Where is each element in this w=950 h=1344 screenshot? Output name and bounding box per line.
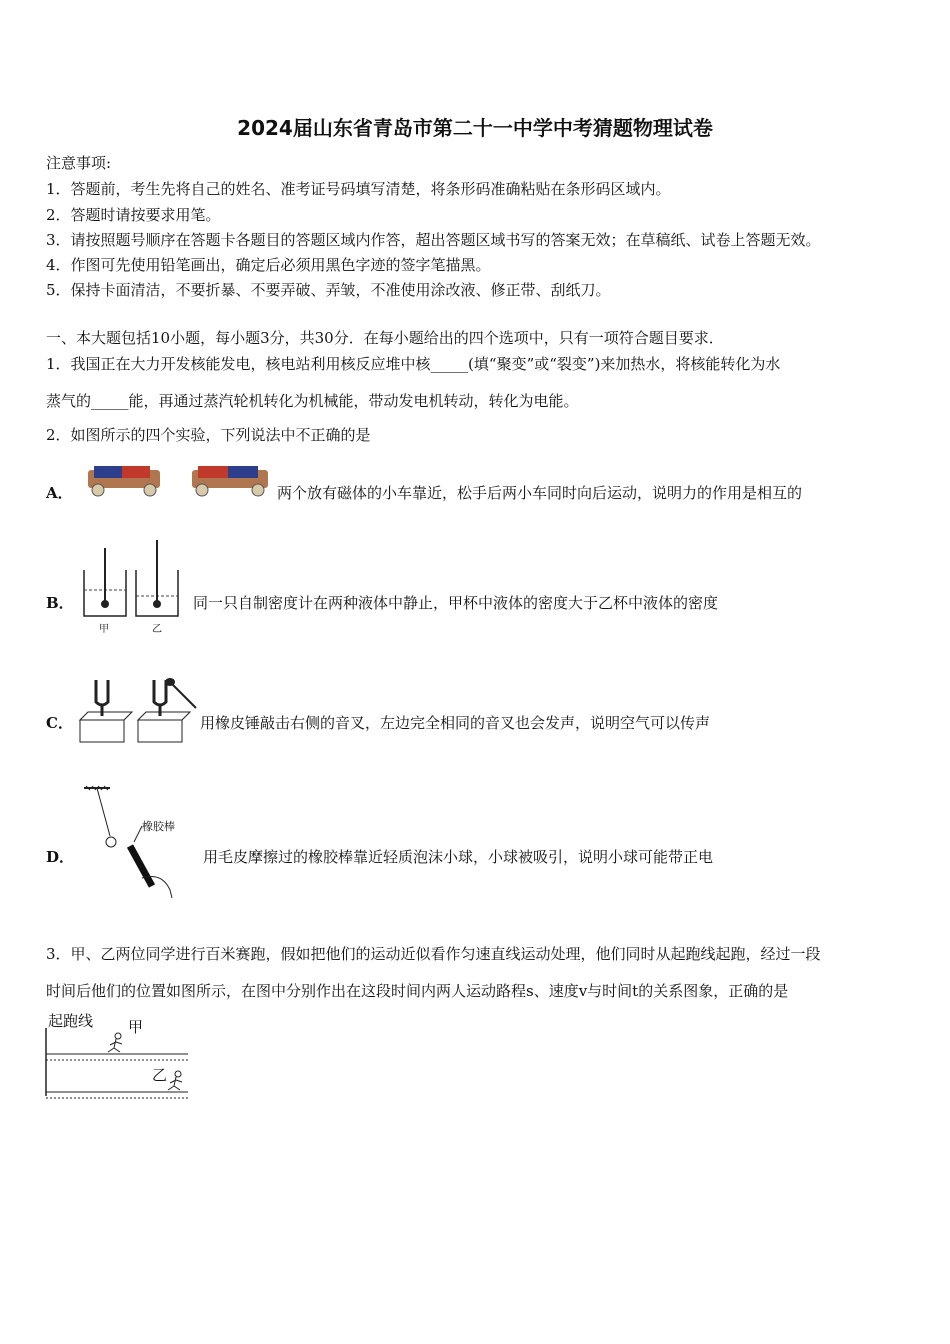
notice-heading: 注意事项: — [46, 154, 112, 172]
question-1-line1: 1．我国正在大力开发核能发电，核电站利用核反应堆中核_____(填“聚变”或“裂变”)来加热水，将核能转化为水 — [46, 355, 781, 373]
start-line-label: 起跑线 — [48, 1012, 94, 1030]
option-a-text: 两个放有磁体的小车靠近，松手后两小车同时向后运动，说明力的作用是相互的 — [277, 484, 803, 502]
label-pointer — [134, 826, 142, 842]
tuning-fork-left — [80, 680, 132, 742]
race-track-figure — [44, 1026, 192, 1102]
section-heading: 一、本大题包括10小题，每小题3分，共30分．在每小题给出的四个选项中，只有一项符合题目要求． — [46, 329, 724, 347]
cart-right — [192, 466, 268, 496]
track-lane-bottom — [46, 1092, 188, 1098]
tuning-fork-figure — [78, 674, 200, 746]
beaker-jia-label: 甲 — [99, 624, 109, 635]
question-2-stem: 2．如图所示的四个实验，下列说法中不正确的是 — [46, 426, 371, 444]
runner-jia-figure — [108, 1033, 122, 1052]
magnet-carts-figure — [84, 462, 274, 504]
question-1-line2: 蒸气的_____能，再通过蒸汽轮机转化为机械能，带动发电机转动，转化为电能。 — [46, 392, 579, 410]
pendulum-thread — [97, 788, 110, 836]
option-b-text: 同一只自制密度计在两种液体中静止，甲杯中液体的密度大于乙杯中液体的密度 — [193, 594, 719, 612]
page-title: 2024届山东省青岛市第二十一中学中考猜题物理试卷 — [237, 116, 713, 140]
beaker-yi — [136, 540, 178, 616]
runner-yi-figure — [168, 1071, 182, 1090]
runner-yi-label: 乙 — [152, 1066, 168, 1084]
hydrometer-figure — [78, 540, 188, 636]
rubber-rod-label: 橡胶棒 — [142, 820, 175, 833]
question-3-line1: 3．甲、乙两位同学进行百米赛跑，假如把他们的运动近似看作匀速直线运动处理，他们同时从起跑线起跑，经过一段 — [46, 945, 821, 963]
rubber-rod — [130, 846, 152, 886]
notice-item: 2．答题时请按要求用笔。 — [46, 206, 221, 224]
option-d-text: 用毛皮摩擦过的橡胶棒靠近轻质泡沫小球，小球被吸引，说明小球可能带正电 — [203, 848, 714, 866]
foam-ball — [106, 837, 116, 847]
rubber-hammer — [165, 678, 196, 708]
cart-left — [88, 466, 160, 496]
notice-item: 4．作图可先使用铅笔画出，确定后必须用黑色字迹的签字笔描黑。 — [46, 256, 491, 274]
option-a-letter: A． — [46, 484, 73, 502]
option-c-letter: C． — [46, 714, 73, 732]
rubber-rod-figure — [82, 786, 192, 898]
question-3-line2: 时间后他们的位置如图所示，在图中分别作出在这段时间内两人运动路程s、速度v与时间t的关系图象，正确的是 — [46, 982, 789, 1000]
option-d-letter: D． — [46, 848, 75, 866]
option-b-letter: B． — [46, 594, 74, 612]
notice-item: 1．答题前，考生先将自己的姓名、准考证号码填写清楚，将条形码准确粘贴在条形码区域内。 — [46, 180, 671, 198]
option-c-text: 用橡皮锤敲击右侧的音叉，左边完全相同的音叉也会发声，说明空气可以传声 — [200, 714, 711, 732]
track-lane-top — [46, 1054, 188, 1060]
notice-item: 3．请按照题号顺序在答题卡各题目的答题区域内作答，超出答题区域书写的答案无效；在草稿纸、试卷上答题无效。 — [46, 231, 821, 249]
beaker-yi-label: 乙 — [152, 624, 162, 635]
beaker-jia — [84, 548, 126, 616]
notice-item: 5．保持卡面清洁，不要折暴、不要弄破、弄皱，不准使用涂改液、修正带、刮纸刀。 — [46, 281, 611, 299]
tuning-fork-right — [138, 680, 190, 742]
runner-jia-label: 甲 — [128, 1018, 144, 1036]
